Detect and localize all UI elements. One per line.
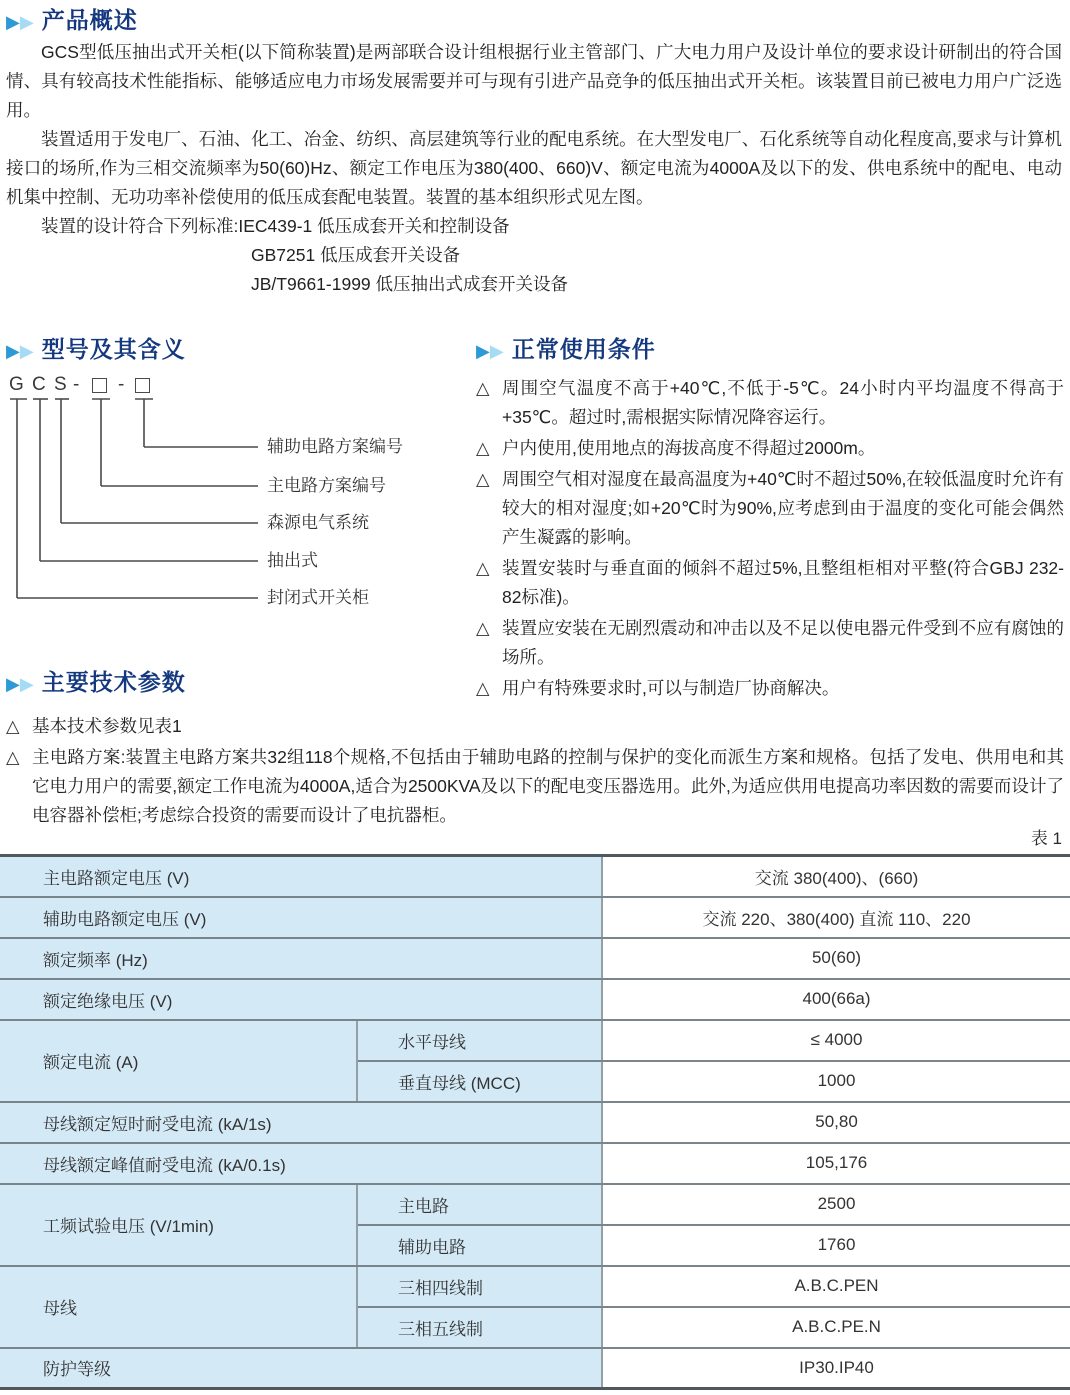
- triangle-bullet-icon: △: [6, 716, 20, 736]
- condition-item: [476, 434, 1064, 463]
- condition-item: [476, 374, 1064, 432]
- row-label: 母线额定短时耐受电流 (kA/1s): [0, 1102, 602, 1143]
- row-value: 105,176: [602, 1143, 1070, 1184]
- model-letter: G: [9, 374, 24, 395]
- condition-item: [476, 614, 1064, 672]
- condition-item: [476, 554, 1064, 612]
- model-dash: -: [73, 374, 80, 395]
- condition-text: 户内使用,使用地点的海拔高度不得超过2000m。: [502, 438, 876, 458]
- table-row: [0, 979, 1070, 1020]
- model-diagram-lines: [0, 368, 470, 628]
- condition-text: 装置应安装在无剧烈震动和冲击以及不足以使电器元件受到不应有腐蚀的场所。: [502, 618, 1064, 667]
- triangle-bullet-icon: △: [476, 618, 490, 638]
- condition-text: 周围空气温度不高于+40℃,不低于-5℃。24小时内平均温度不得高于+35℃。超过时,需根据实际情况降容运行。: [502, 378, 1064, 427]
- model-label: 辅助电路方案编号: [267, 437, 403, 456]
- param-text: 主电路方案:装置主电路方案共32组118个规格,不包括由于辅助电路的控制与保护的变化而派生方案和规格。包括了发电、供用电和其它电力用户的需要,额定工作电流为4000A,适合为2500KVA及以下的配电变压器选用。此外,为适应供用电提高功率因数的需要而设计了电容器补偿柜;考虑综合投资的需要而设计了电抗器柜。: [32, 747, 1064, 825]
- row-label: 母线额定峰值耐受电流 (kA/0.1s): [0, 1143, 602, 1184]
- section-arrow-icon: ▶: [19, 12, 34, 32]
- condition-text: 用户有特殊要求时,可以与制造厂协商解决。: [502, 678, 840, 698]
- section-arrow-icon: ▶: [19, 674, 34, 694]
- section-title-text: 型号及其含义: [41, 336, 186, 362]
- row-value: 1760: [602, 1225, 1070, 1266]
- row-value: 交流 380(400)、(660): [602, 856, 1070, 897]
- model-letter: C: [32, 374, 46, 395]
- row-sublabel: 三相五线制: [357, 1307, 602, 1348]
- spec-table: [0, 854, 1070, 1390]
- table-row: [0, 938, 1070, 979]
- condition-text: 周围空气相对湿度在最高温度为+40℃时不超过50%,在较低温度时允许有较大的相对湿度;如+20℃时为90%,应考虑到由于温度的变化可能会偶然产生凝露的影响。: [502, 469, 1064, 547]
- row-sublabel: 水平母线: [357, 1020, 602, 1061]
- param-text: 基本技术参数见表1: [32, 716, 182, 736]
- condition-item: [476, 465, 1064, 552]
- condition-item: [476, 674, 1064, 703]
- row-value: A.B.C.PEN: [602, 1266, 1070, 1307]
- triangle-bullet-icon: △: [476, 438, 490, 458]
- section-title-text: 主要技术参数: [41, 669, 186, 695]
- table-row: [0, 1102, 1070, 1143]
- row-value: 50(60): [602, 938, 1070, 979]
- model-letter: S: [54, 374, 67, 395]
- table-row: [0, 1184, 1070, 1225]
- model-label: 主电路方案编号: [267, 476, 386, 495]
- standards-line: GB7251 低压成套开关设备: [251, 245, 461, 265]
- section-arrow-icon: ▶: [476, 341, 490, 361]
- overview-paragraph: GCS型低压抽出式开关柜(以下简称装置)是两部联合设计组根据行业主管部门、广大电力用户及设计单位的要求设计研制出的符合国情、具有较高技术性能指标、能够适应电力市场发展需要并可与现有引进产品竞争的低压抽出式开关柜。该装置目前已被电力用户广泛选用。: [6, 42, 1062, 120]
- section-title-conditions: [476, 331, 656, 364]
- row-value: 400(66a): [602, 979, 1070, 1020]
- section-title-overview: [6, 2, 138, 35]
- param-item: [6, 743, 1064, 830]
- condition-text: 装置安装时与垂直面的倾斜不超过5%,且整组柜相对平整(符合GBJ 232-82标准)。: [502, 558, 1064, 607]
- row-label: 额定频率 (Hz): [0, 938, 602, 979]
- table-row: [0, 1143, 1070, 1184]
- triangle-bullet-icon: △: [6, 747, 20, 767]
- table-row: [0, 1266, 1070, 1307]
- triangle-bullet-icon: △: [476, 558, 490, 578]
- section-arrow-icon: ▶: [6, 341, 20, 361]
- section-arrow-icon: ▶: [489, 341, 504, 361]
- row-value: 交流 220、380(400) 直流 110、220: [602, 897, 1070, 938]
- table-row: [0, 1348, 1070, 1389]
- triangle-bullet-icon: △: [476, 678, 490, 698]
- param-item: [6, 712, 1064, 741]
- row-label: 额定绝缘电压 (V): [0, 979, 602, 1020]
- row-label: 防护等级: [0, 1348, 602, 1389]
- model-label: 抽出式: [267, 551, 318, 570]
- standards-line: JB/T9661-1999 低压抽出式成套开关设备: [251, 274, 569, 294]
- triangle-bullet-icon: △: [476, 378, 490, 398]
- model-label: 封闭式开关柜: [267, 588, 369, 607]
- section-arrow-icon: ▶: [6, 12, 20, 32]
- section-title-model: [6, 331, 186, 364]
- row-value: 50,80: [602, 1102, 1070, 1143]
- row-value: A.B.C.PE.N: [602, 1307, 1070, 1348]
- table-caption: 表 1: [1030, 829, 1062, 848]
- model-dash: -: [118, 374, 125, 395]
- row-sublabel: 辅助电路: [357, 1225, 602, 1266]
- table-row: [0, 897, 1070, 938]
- row-label: 工频试验电压 (V/1min): [0, 1184, 357, 1266]
- section-arrow-icon: ▶: [19, 341, 34, 361]
- overview-text-block: [6, 38, 1062, 299]
- row-sublabel: 三相四线制: [357, 1266, 602, 1307]
- section-title-text: 产品概述: [41, 7, 138, 33]
- triangle-bullet-icon: △: [476, 469, 490, 489]
- params-list: [6, 712, 1064, 832]
- row-label: 主电路额定电压 (V): [0, 856, 602, 897]
- row-value: 1000: [602, 1061, 1070, 1102]
- row-sublabel: 主电路: [357, 1184, 602, 1225]
- standards-intro-line: 装置的设计符合下列标准:IEC439-1 低压成套开关和控制设备: [41, 216, 510, 236]
- table-row: [0, 856, 1070, 897]
- section-title-text: 正常使用条件: [511, 336, 656, 362]
- row-value: 2500: [602, 1184, 1070, 1225]
- row-label: 辅助电路额定电压 (V): [0, 897, 602, 938]
- table-row: [0, 1020, 1070, 1061]
- model-label: 森源电气系统: [267, 513, 369, 532]
- row-value: ≤ 4000: [602, 1020, 1070, 1061]
- section-arrow-icon: ▶: [6, 674, 20, 694]
- row-label: 额定电流 (A): [0, 1020, 357, 1102]
- conditions-list: [476, 374, 1064, 705]
- section-title-params: [6, 664, 186, 697]
- row-value: IP30.IP40: [602, 1348, 1070, 1389]
- row-sublabel: 垂直母线 (MCC): [357, 1061, 602, 1102]
- overview-paragraph: 装置适用于发电厂、石油、化工、冶金、纺织、高层建筑等行业的配电系统。在大型发电厂、石化系统等自动化程度高,要求与计算机接口的场所,作为三相交流频率为50(60)Hz、额定工作电压为380(400、660)V、额定电流为4000A及以下的发、供电系统中的配电、电动机集中控制、无功功率补偿使用的低压成套配电装置。装置的基本组织形式见左图。: [6, 129, 1062, 207]
- row-label: 母线: [0, 1266, 357, 1348]
